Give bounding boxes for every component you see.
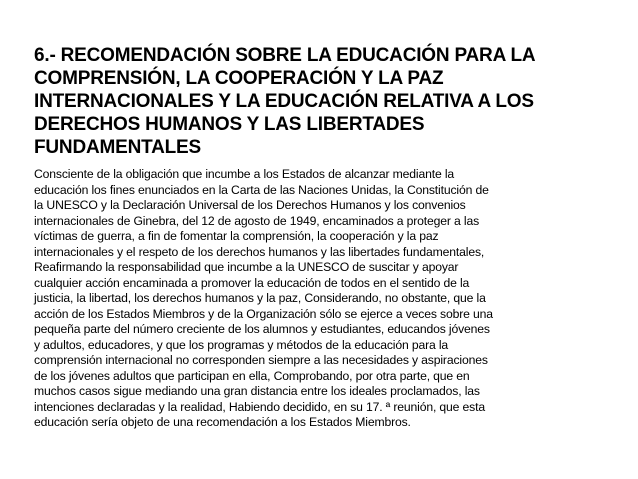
- body-line: pequeña parte del número creciente de los alumnos y estudiantes, educandos jóvenes: [34, 322, 490, 336]
- title-line: INTERNACIONALES Y LA EDUCACIÓN RELATIVA A LOS: [34, 91, 534, 112]
- body-line: educación los fines enunciados en la Carta de las Naciones Unidas, la Constitución de: [34, 182, 489, 197]
- slide-title: [34, 44, 608, 159]
- title-line: COMPRENSIÓN, LA COOPERACIÓN Y LA PAZ: [34, 68, 444, 89]
- body-line: educación sería objeto de una recomendación a los Estados Miembros.: [34, 415, 411, 429]
- body-line: y adultos, educadores, y que los programas y métodos de la educación para la: [34, 337, 449, 352]
- body-paragraph: [34, 167, 608, 431]
- title-line: DERECHOS HUMANOS Y LAS LIBERTADES: [34, 114, 425, 135]
- body-line: internacionales de Ginebra, del 12 de agosto de 1949, encaminados a proteger a las: [34, 213, 480, 228]
- body-line: internacionales y el respeto de los derechos humanos y las libertades fundamentales,: [34, 244, 485, 259]
- title-line: 6.- RECOMENDACIÓN SOBRE LA EDUCACIÓN PARA LA: [34, 45, 536, 66]
- body-line: Consciente de la obligación que incumbe a los Estados de alcanzar mediante la: [34, 167, 455, 181]
- body-line: cualquier acción encaminada a promover la educación de todos en el sentido de la: [34, 275, 470, 290]
- body-line: justicia, la libertad, los derechos humanos y la paz, Considerando, no obstante, que la: [34, 291, 486, 305]
- body-line: víctimas de guerra, a fin de fomentar la comprensión, la cooperación y la paz: [34, 229, 439, 243]
- title-line: FUNDAMENTALES: [34, 137, 201, 158]
- body-line: la UNESCO y la Declaración Universal de los Derechos Humanos y los convenios: [34, 198, 466, 212]
- body-line: comprensión internacional no corresponden siempre a las necesidades y aspiraciones: [34, 353, 488, 367]
- body-line: de los jóvenes adultos que participan en ella, Comprobando, por otra parte, que en: [34, 368, 470, 383]
- body-line: acción de los Estados Miembros y de la Organización sólo se ejerce a veces sobre una: [34, 306, 493, 321]
- body-line: Reafirmando la responsabilidad que incumbe a la UNESCO de suscitar y apoyar: [34, 260, 459, 274]
- body-line: intenciones declaradas y la realidad, Habiendo decidido, en su 17. ª reunión, que esta: [34, 399, 485, 414]
- body-line: muchos casos sigue mediando una gran distancia entre los ideales proclamados, las: [34, 384, 480, 398]
